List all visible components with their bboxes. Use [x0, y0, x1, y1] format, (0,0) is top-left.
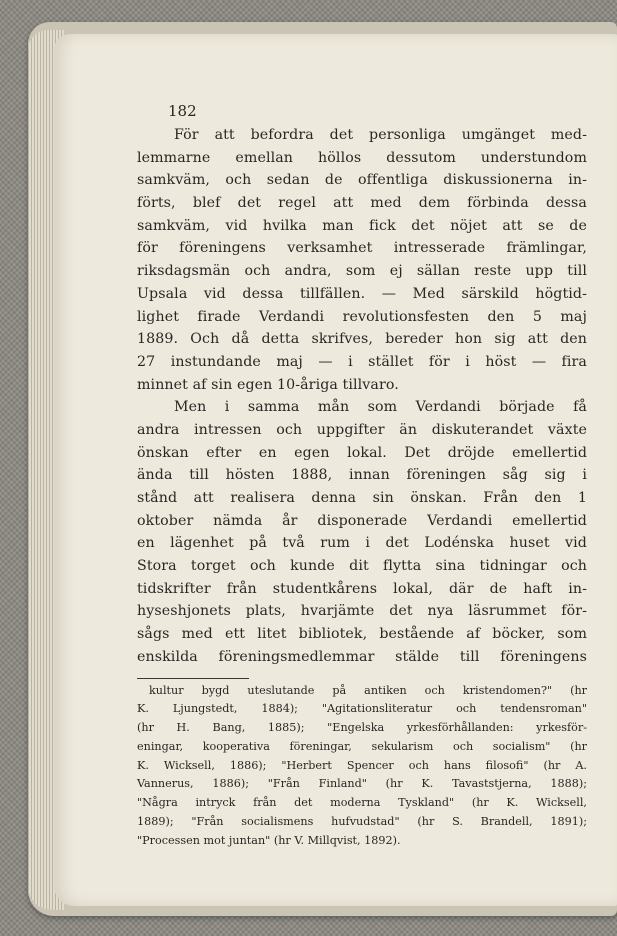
- body-line: För att befordra det personliga umgänget med-: [174, 127, 587, 143]
- body-line: sågs med ett litet bibliotek, bestående af böcker, som: [137, 626, 587, 643]
- footnote-line: eningar, kooperativa föreningar, sekularism och socialism" (hr: [137, 739, 587, 753]
- body-line: lemmarne emellan höllos dessutom understundom: [137, 149, 587, 166]
- body-line: Stora torget och kunde dit flytta sina tidningar och: [137, 558, 587, 575]
- footnote-line: K. Wicksell, 1886); "Herbert Spencer och hans filosofi" (hr A.: [137, 758, 587, 772]
- page-text: [137, 124, 587, 851]
- body-line: 27 instundande maj — i stället för i höst — fira: [137, 353, 587, 370]
- body-text: [137, 124, 587, 669]
- body-line: ända till hösten 1888, innan föreningen såg sig i: [137, 467, 587, 484]
- body-line: förts, blef det regel att med dem förbinda dessa: [137, 195, 587, 212]
- footnote-line: "Några intryck från det moderna Tyskland" (hr K. Wicksell,: [137, 796, 587, 810]
- body-line: 1889. Och då detta skrifves, bereder hon sig att den: [137, 331, 587, 348]
- body-line: andra intressen och uppgifter än diskuterandet växte: [137, 421, 587, 438]
- footnote-line: "Processen mot juntan" (hr V. Millqvist, 1892).: [137, 833, 401, 847]
- body-line: lighet firade Verdandi revolutionsfesten den 5 maj: [137, 308, 587, 325]
- body-line: oktober nämda år disponerade Verdandi emellertid: [137, 512, 587, 529]
- body-line: samkväm, och sedan de offentliga diskussionerna in-: [137, 172, 587, 189]
- body-line: samkväm, vid hvilka man fick det nöjet att se de: [137, 217, 587, 234]
- footnote-rule: [137, 678, 249, 679]
- body-line: Men i samma mån som Verdandi började få: [174, 399, 587, 416]
- body-line: enskilda föreningsmedlemmar stälde till föreningens: [137, 648, 587, 665]
- body-line: för föreningens verksamhet intresserade främlingar,: [137, 240, 587, 257]
- body-line: Upsala vid dessa tillfällen. — Med särskild högtid-: [137, 285, 587, 302]
- footnote-line: Vannerus, 1886); "Från Finland" (hr K. Tavaststjerna, 1888);: [137, 777, 587, 791]
- footnote-line: kultur bygd uteslutande på antiken och kristendomen?" (hr: [149, 683, 587, 697]
- footnote-text: [137, 682, 587, 851]
- footnote-line: K. Ljungstedt, 1884); "Agitationsliteratur och tendensroman": [137, 702, 587, 716]
- footnote-line: (hr H. Bang, 1885); "Engelska yrkesförhållanden: yrkesför-: [137, 721, 587, 735]
- footnote-line: 1889); "Från socialismens hufvudstad" (hr S. Brandell, 1891);: [137, 815, 587, 829]
- body-line: en lägenhet på två rum i det Lodénska huset vid: [137, 535, 587, 552]
- body-line: riksdagsmän och andra, som ej sällan reste upp till: [137, 263, 587, 280]
- page-number: 182: [168, 102, 197, 120]
- body-line: önskan efter en egen lokal. Det dröjde emellertid: [137, 444, 587, 461]
- body-line: minnet af sin egen 10-åriga tillvaro.: [137, 376, 399, 393]
- body-line: hyseshjonets plats, hvarjämte det nya läsrummet för-: [137, 603, 587, 620]
- body-line: tidskrifter från studentkårens lokal, där de haft in-: [137, 580, 587, 597]
- body-line: stånd att realisera denna sin önskan. Från den 1: [137, 490, 587, 506]
